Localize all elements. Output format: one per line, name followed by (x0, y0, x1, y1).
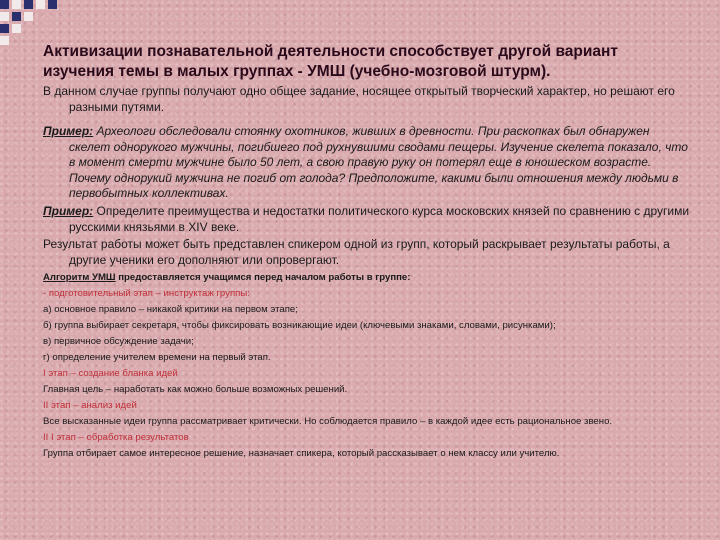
algorithm-item (43, 286, 693, 302)
algorithm-item: а) основное правило – никакой критики на первом этапе; (43, 304, 298, 316)
square-decoration (24, 0, 33, 9)
body-text (43, 124, 693, 462)
stage-2-heading: II этап – анализ идей (43, 400, 137, 412)
square-decoration (0, 0, 9, 9)
algorithm-item-text: - подготовительный этап – инструктаж группы: (43, 288, 250, 300)
stage-1-heading: I этап – создание бланка идей (43, 368, 178, 380)
algorithm-label: Алгоритм УМШ (43, 272, 116, 284)
intro-text: В данном случае группы получают одно общее задание, носящее открытый творческий характер, но решают его разными путями. (43, 84, 675, 114)
stage-2-text: Все высказанные идеи группа рассматривает критически. Но соблюдается правило – в каждой идее есть рациональное звено. (43, 416, 613, 428)
result-paragraph: Результат работы может быть представлен спикером одной из групп, который раскрывает результаты работы, а другие ученики его дополняют или опровергают. (43, 237, 670, 267)
algorithm-tail: предоставляется учащимся перед началом работы в группе: (115, 272, 411, 284)
algorithm-heading (43, 270, 693, 286)
algorithm-item: в) первичное обсуждение задачи; (43, 336, 194, 348)
example-1-text: Археологи обследовали стоянку охотников, живших в древности. При раскопках был обнаружен скелет однорукого мужчины, погибшего под рухнувшими сводами пещеры. Изучение скелета показало, что в момент смерти мужчине было 50 лет, а свою правую руку он потерял еще в юношеском возрасте. Почему однорукий мужчина не погиб от голода? Предположите, какими были отношения между людьми в первобытных коллективах. (69, 124, 688, 201)
example-1-label: Пример: (43, 124, 94, 138)
stage-1-text: Главная цель – наработать как можно больше возможных решений. (43, 384, 348, 396)
slide-content (43, 0, 708, 540)
square-decoration (12, 0, 21, 9)
square-decoration (12, 24, 21, 33)
example-2-text: Определите преимущества и недостатки политического курса московских князей по сравнению с другими русскими князьями в XIV веке. (69, 203, 690, 234)
slide-title: Активизации познавательной деятельности способствует другой вариант изучения темы в малых группах - УМШ (учебно-мозговой штурм). (43, 43, 618, 80)
square-decoration (0, 36, 9, 45)
example-2-label: Пример: (43, 203, 94, 218)
intro-paragraph (43, 84, 683, 115)
algorithm-item: г) определение учителем времени на первый этап. (43, 352, 271, 364)
stage-3-heading: II I этап – обработка результатов (43, 432, 189, 444)
square-decoration (24, 12, 33, 21)
square-decoration (0, 12, 9, 21)
example-2 (43, 204, 693, 235)
algorithm-item: б) группа выбирает секретаря, чтобы фиксировать возникающие идеи (ключевыми знаками, словами, рисунками); (43, 320, 556, 332)
square-decoration (0, 24, 9, 33)
square-decoration (12, 12, 21, 21)
example-1 (43, 124, 693, 202)
stage-3-text: Группа отбирает самое интересное решение, назначает спикера, который рассказывает о нем классу или учителю. (43, 448, 560, 460)
